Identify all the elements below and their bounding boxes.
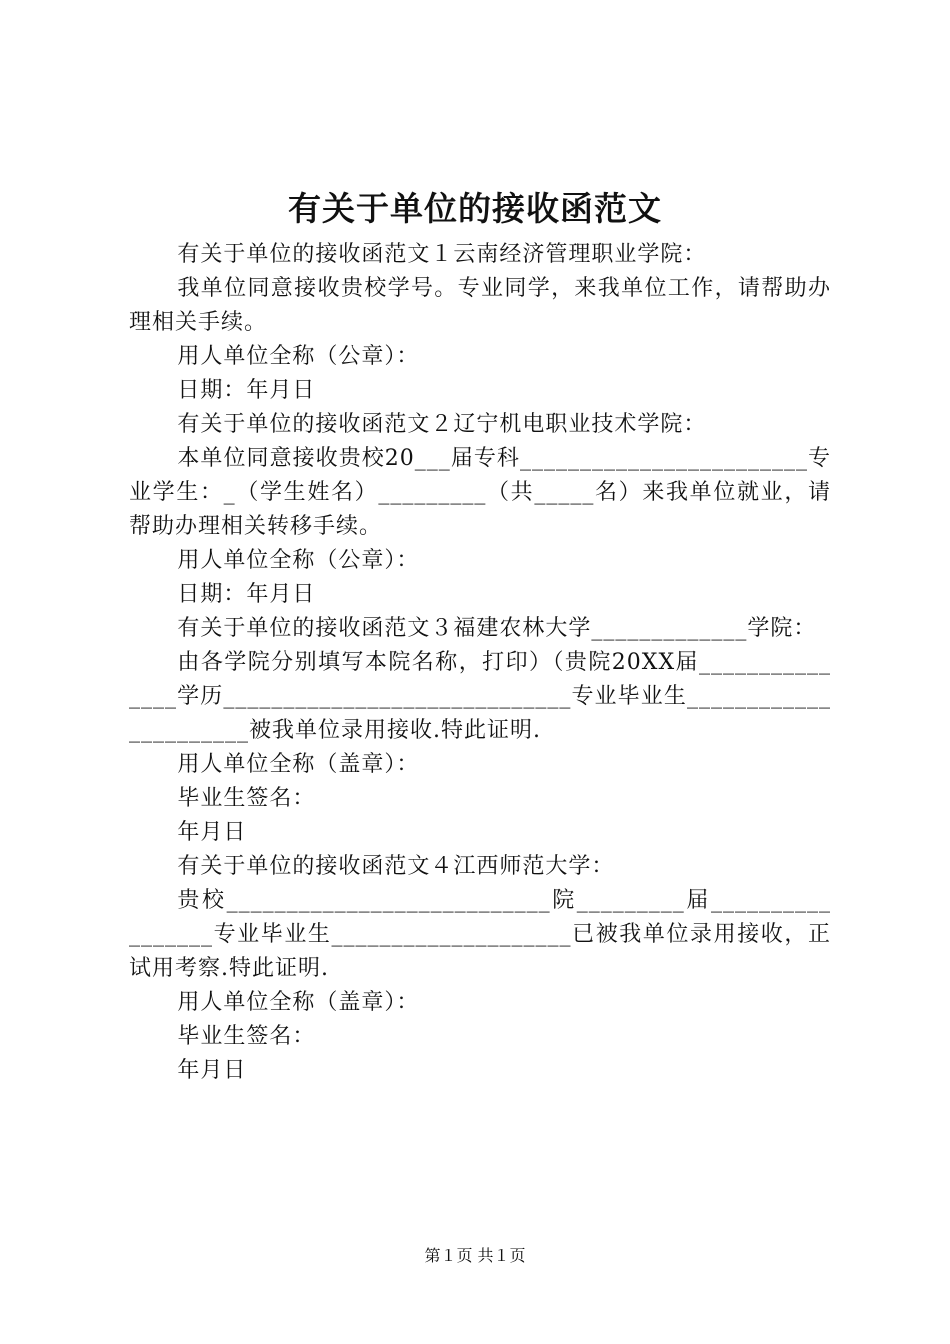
paragraph: 有关于单位的接收函范文３福建农林大学_____________学院： bbox=[177, 616, 817, 641]
paragraph: 本单位同意接收贵校20___届专科________________________专业学生：_（学生姓名）_________（共_____名）来我单位就业，请帮助办理相关转移手续。 bbox=[129, 446, 831, 539]
paragraph: 日期：年月日 bbox=[177, 378, 316, 403]
paragraph: 有关于单位的接收函范文４江西师范大学： bbox=[177, 854, 615, 879]
paragraph: 用人单位全称（盖章）： bbox=[177, 752, 420, 777]
paragraph: 由各学院分别填写本院名称，打印）（贵院20XX届_______________学历_____________________________专业毕业生______________________被我单位录用接收.特此证明. bbox=[129, 650, 831, 743]
paragraph: 有关于单位的接收函范文１云南经济管理职业学院： bbox=[177, 242, 707, 267]
paragraph: 毕业生签名： bbox=[177, 1024, 316, 1049]
paragraph: 用人单位全称（公章）： bbox=[177, 548, 420, 573]
paragraph: 日期：年月日 bbox=[177, 582, 316, 607]
document-body bbox=[129, 238, 831, 1088]
paragraph: 用人单位全称（公章）： bbox=[177, 344, 420, 369]
document-title: 有关于单位的接收函范文 bbox=[288, 189, 662, 228]
page-footer: 第１页 共１页 bbox=[424, 1246, 526, 1265]
paragraph: 毕业生签名： bbox=[177, 786, 316, 811]
paragraph: 有关于单位的接收函范文２辽宁机电职业技术学院： bbox=[177, 412, 707, 437]
paragraph: 年月日 bbox=[177, 820, 247, 845]
paragraph: 年月日 bbox=[177, 1058, 247, 1083]
paragraph: 用人单位全称（盖章）： bbox=[177, 990, 420, 1015]
paragraph: 我单位同意接收贵校学号。专业同学，来我单位工作，请帮助办理相关手续。 bbox=[129, 276, 831, 335]
paragraph: 贵校___________________________院_________届_________________专业毕业生____________________已被我单位录用接收，正试用考察.特此证明. bbox=[129, 888, 831, 981]
